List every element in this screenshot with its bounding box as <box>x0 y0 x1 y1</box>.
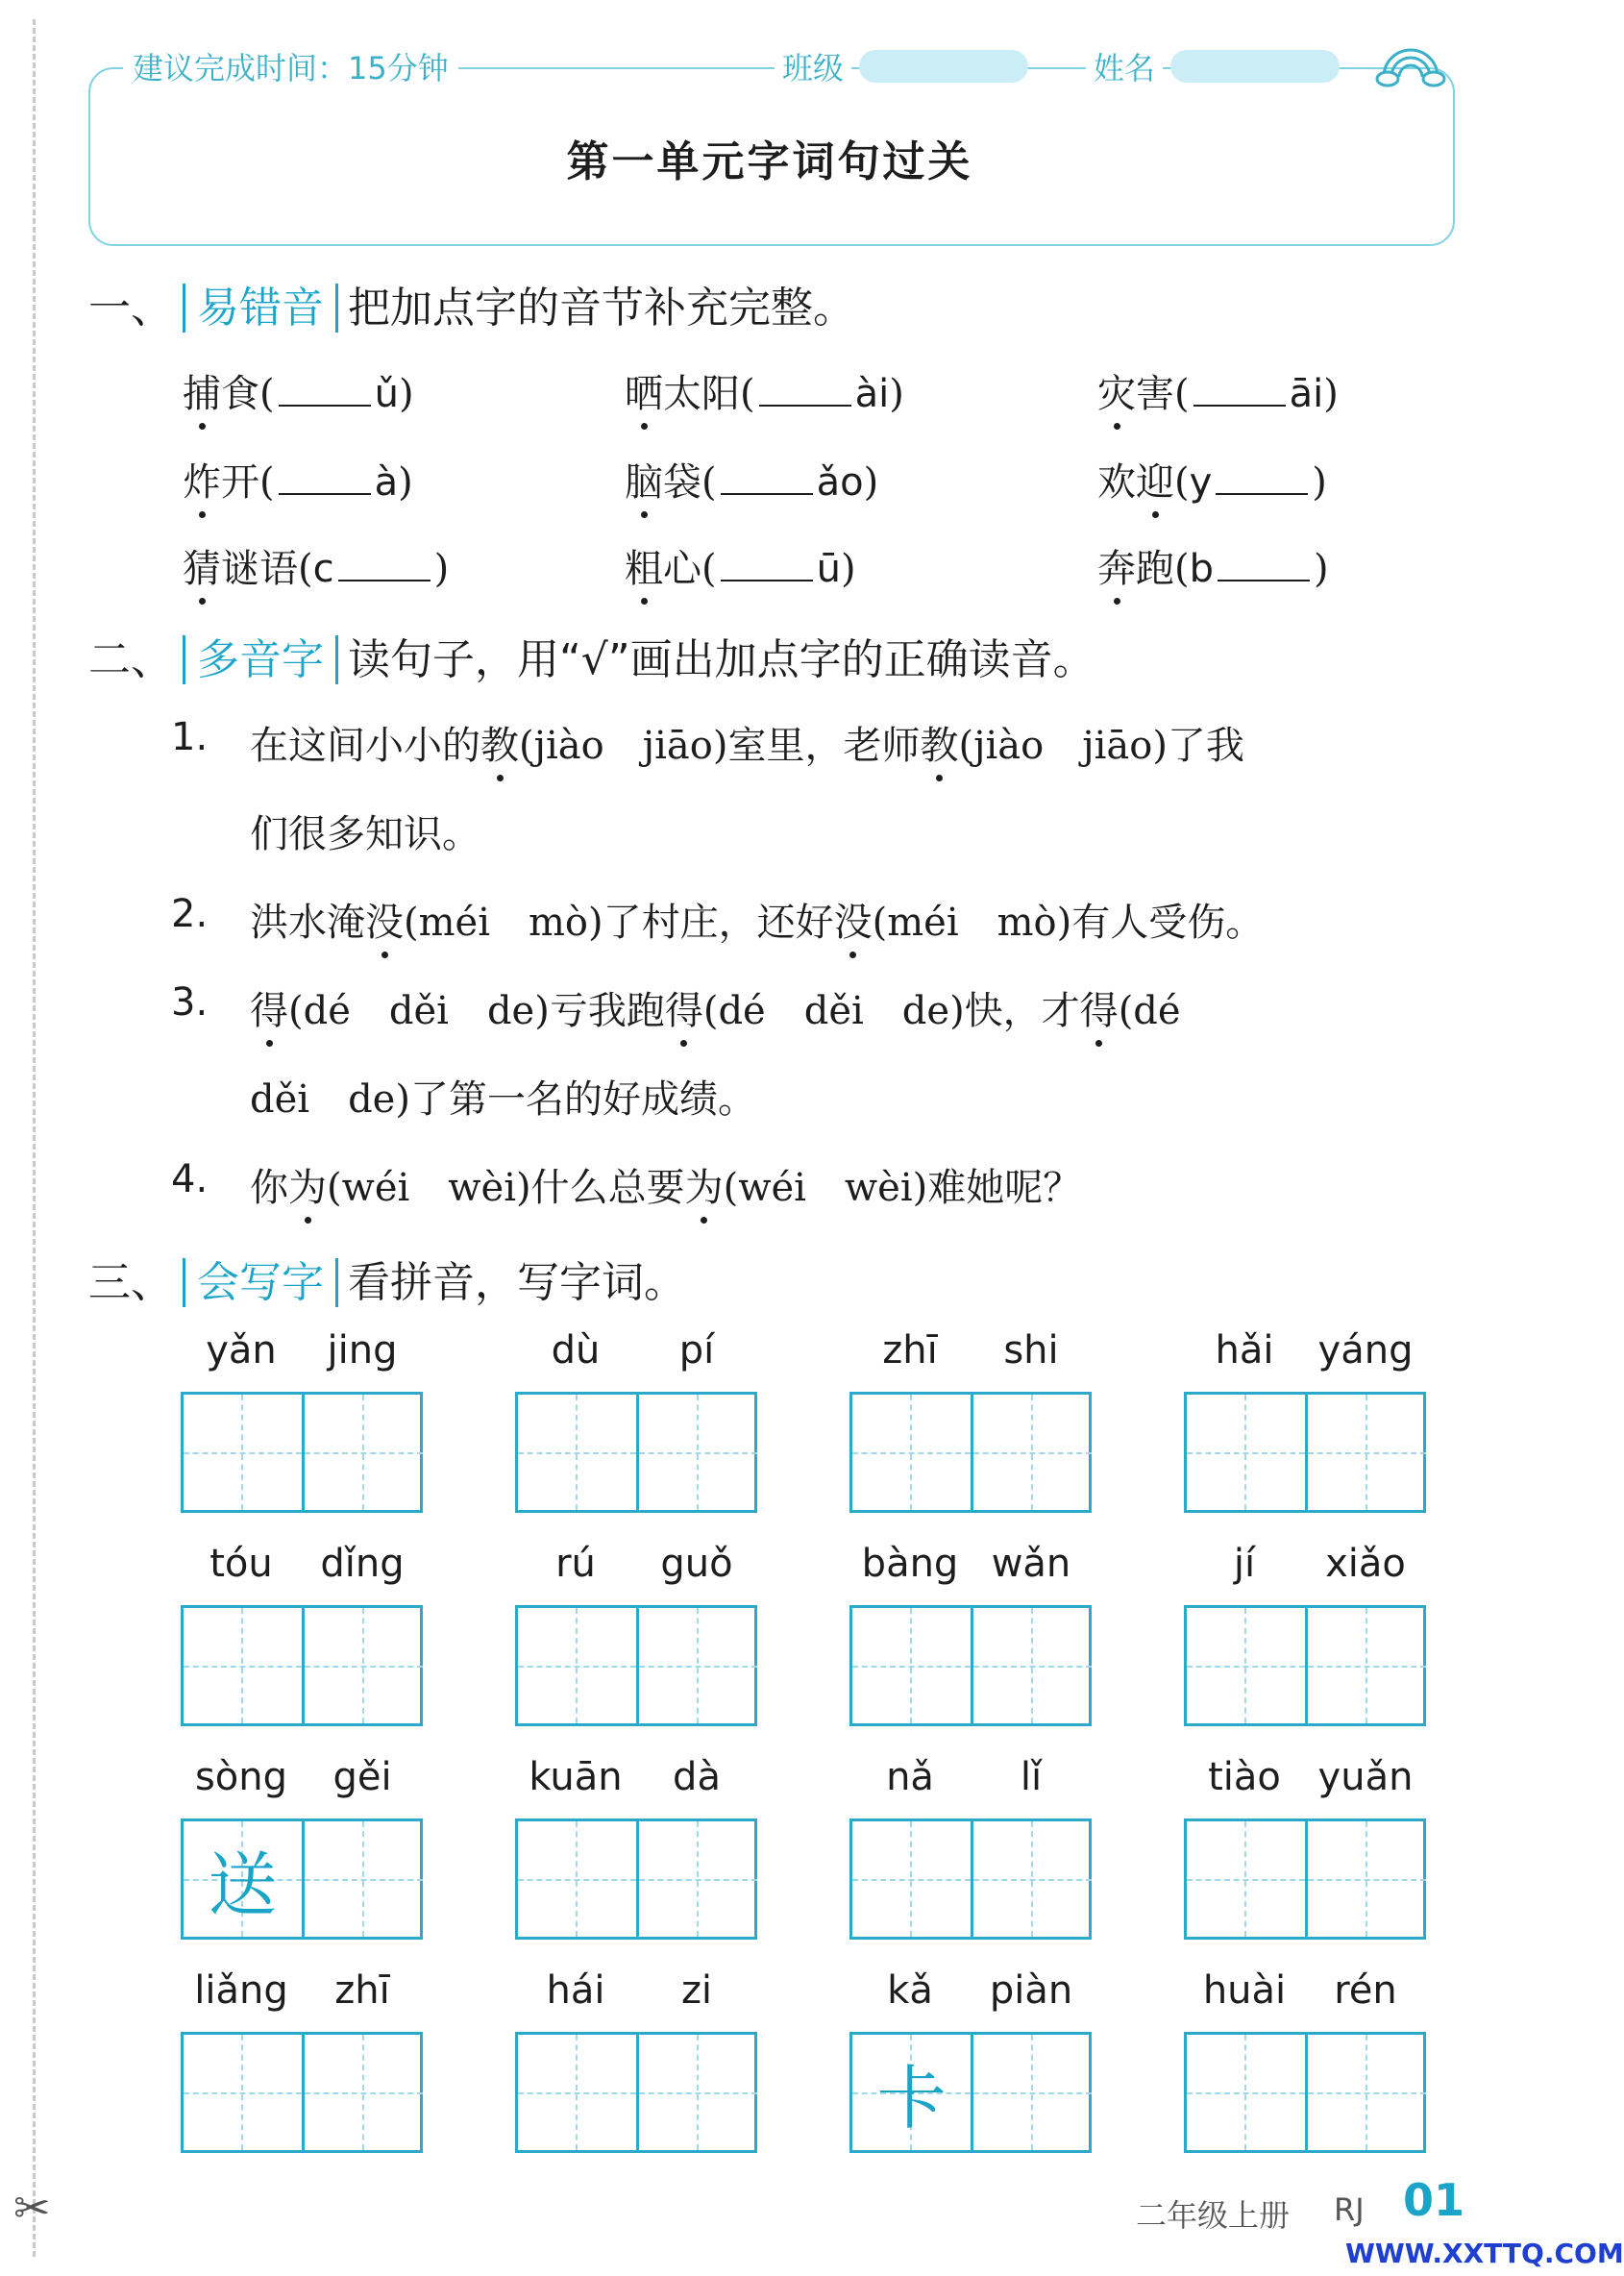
char-box[interactable] <box>184 1608 302 1723</box>
answer-blank[interactable] <box>721 580 813 581</box>
section-1-heading <box>88 273 855 334</box>
char-box[interactable] <box>518 1608 636 1723</box>
answer-blank[interactable] <box>279 493 371 495</box>
answer-blank[interactable] <box>1216 493 1308 495</box>
char-box[interactable] <box>852 1608 971 1723</box>
section-instruction: 把加点字的音节补充完整。 <box>348 284 855 333</box>
char-box[interactable] <box>302 2035 423 2150</box>
time-label: 建议完成时间：15分钟 <box>123 44 458 88</box>
tianzige-box <box>515 1392 757 1513</box>
section-instruction: 看拼音，写字词。 <box>348 1258 686 1307</box>
example-char: 卡 <box>876 2058 947 2139</box>
char-box[interactable] <box>1187 1608 1305 1723</box>
tianzige-box <box>515 1818 757 1940</box>
char-box[interactable] <box>184 1821 302 1937</box>
pinyin-item: 晒太阳( ài) <box>625 372 904 416</box>
answer-blank[interactable] <box>1218 580 1310 581</box>
pinyin-item: 欢迎(y ) <box>1097 460 1327 505</box>
section-number: 二、 <box>88 635 173 684</box>
pinyin-item: 脑袋( ǎo) <box>625 460 879 505</box>
tianzige-box <box>849 1818 1092 1940</box>
char-box[interactable] <box>971 2035 1092 2150</box>
char-box[interactable] <box>852 2035 971 2150</box>
char-box[interactable] <box>971 1821 1092 1937</box>
char-box[interactable] <box>1305 2035 1426 2150</box>
name-label: 姓名 <box>1086 44 1163 88</box>
tianzige-box <box>181 1605 423 1726</box>
section-tag: 易错音 <box>183 284 338 333</box>
section-number: 三、 <box>88 1258 173 1307</box>
tianzige-box <box>1184 1818 1426 1940</box>
char-box[interactable] <box>302 1821 423 1937</box>
pinyin-item: 灾害( āi) <box>1097 372 1339 416</box>
tianzige-box <box>849 1605 1092 1726</box>
section-instruction: 读句子，用“√”画出加点字的正确读音。 <box>348 635 1095 684</box>
tianzige-box <box>181 1392 423 1513</box>
char-box[interactable] <box>1305 1608 1426 1723</box>
pinyin-item: 奔跑(b ) <box>1097 547 1329 591</box>
tianzige-box <box>849 1392 1092 1513</box>
char-box[interactable] <box>852 1821 971 1937</box>
section-3-heading <box>88 1248 686 1309</box>
edition-label: RJ <box>1334 2191 1365 2228</box>
answer-blank[interactable] <box>759 405 851 407</box>
pinyin-item: 猜谜语(c ) <box>183 547 450 591</box>
section-tag: 多音字 <box>183 635 338 684</box>
char-box[interactable] <box>302 1608 423 1723</box>
pinyin-item: 粗心( ū) <box>625 547 856 591</box>
char-box[interactable] <box>636 1821 757 1937</box>
pinyin-item: 炸开( à) <box>183 460 413 505</box>
tianzige-box <box>1184 1392 1426 1513</box>
char-box[interactable] <box>636 1395 757 1510</box>
char-box[interactable] <box>518 1395 636 1510</box>
answer-blank[interactable] <box>279 405 371 407</box>
char-box[interactable] <box>302 1395 423 1510</box>
char-box[interactable] <box>971 1395 1092 1510</box>
watermark: WWW.XXTTQ.COM <box>1345 2238 1624 2269</box>
char-box[interactable] <box>1187 2035 1305 2150</box>
section-tag: 会写字 <box>183 1258 338 1307</box>
tianzige-box <box>181 1818 423 1940</box>
cut-line <box>33 19 36 2257</box>
answer-blank[interactable] <box>1193 405 1286 407</box>
page-number: 01 <box>1403 2174 1465 2226</box>
section-number: 一、 <box>88 284 173 333</box>
char-box[interactable] <box>636 1608 757 1723</box>
char-box[interactable] <box>184 2035 302 2150</box>
pinyin-item: 捕食( ǔ) <box>183 372 414 416</box>
char-box[interactable] <box>1187 1395 1305 1510</box>
answer-blank[interactable] <box>338 580 431 581</box>
char-box[interactable] <box>1187 1821 1305 1937</box>
tianzige-box <box>515 2032 757 2153</box>
name-field[interactable] <box>1170 50 1340 83</box>
class-label: 班级 <box>775 44 851 88</box>
char-box[interactable] <box>518 1821 636 1937</box>
tianzige-box <box>849 2032 1092 2153</box>
example-char: 送 <box>208 1844 278 1925</box>
answer-blank[interactable] <box>721 493 813 495</box>
tianzige-box <box>1184 2032 1426 2153</box>
page-title: 第一单元字词句过关 <box>566 137 973 186</box>
char-box[interactable] <box>636 2035 757 2150</box>
char-box[interactable] <box>852 1395 971 1510</box>
class-field[interactable] <box>859 50 1028 83</box>
tianzige-box <box>1184 1605 1426 1726</box>
char-box[interactable] <box>518 2035 636 2150</box>
tianzige-box <box>515 1605 757 1726</box>
char-box[interactable] <box>1305 1821 1426 1937</box>
grade-label: 二年级上册 <box>1136 2197 1291 2234</box>
char-box[interactable] <box>184 1395 302 1510</box>
tianzige-box <box>181 2032 423 2153</box>
char-box[interactable] <box>1305 1395 1426 1510</box>
section-2-heading <box>88 625 1095 686</box>
scissors-icon: ✂ <box>13 2182 51 2234</box>
rainbow-icon <box>1376 44 1445 88</box>
char-box[interactable] <box>971 1608 1092 1723</box>
